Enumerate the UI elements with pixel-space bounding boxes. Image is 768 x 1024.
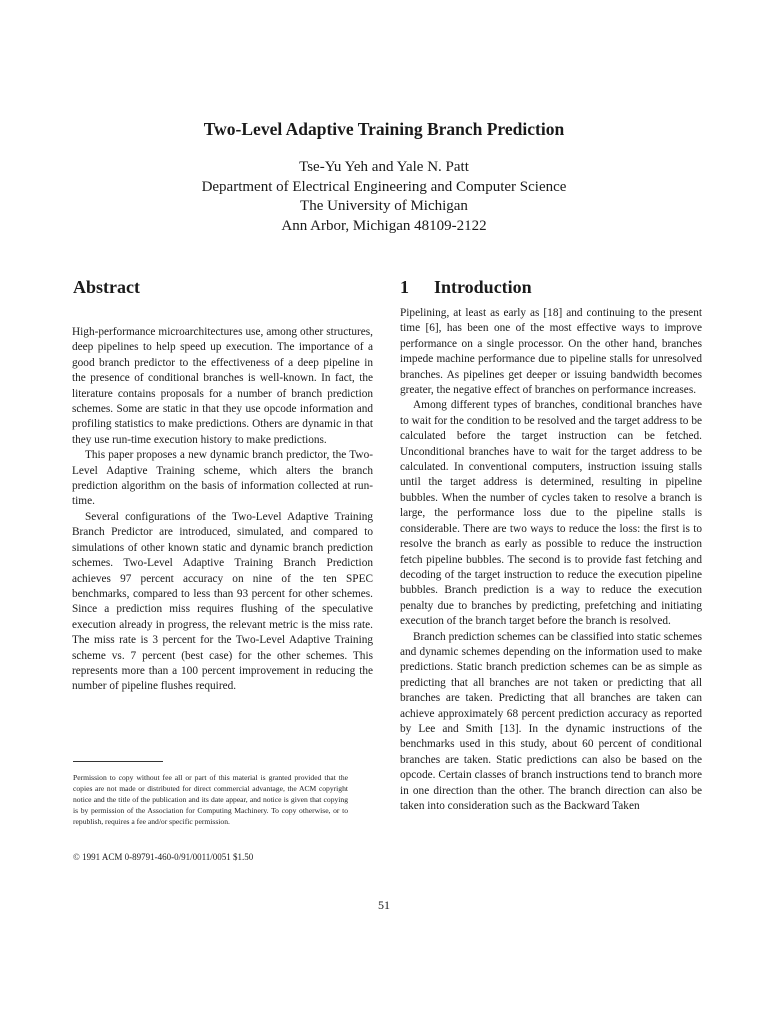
introduction-body <box>400 306 702 814</box>
author-block <box>0 158 768 236</box>
section-number: 1 <box>400 277 409 297</box>
abstract-paragraph: High-performance microarchitectures use, among other structures, deep pipelines to help speed up execution. The importance of a good branch predictor to the effectiveness of a deep pipeline in the presence of conditional branches is well-known. In fact, the literature contains proposals for a number of branch prediction schemes. Some are static in that they use opcode information and profiling statistics to make predictions. Others are dynamic in that they use run-time execution history to make predictions. <box>72 326 373 446</box>
department: Department of Electrical Engineering and Computer Science <box>201 178 567 195</box>
address: Ann Arbor, Michigan 48109-2122 <box>281 217 487 234</box>
abstract-body <box>72 325 373 695</box>
section-title: Introduction <box>434 277 532 297</box>
footnote-divider <box>73 761 163 762</box>
paper-title: Two-Level Adaptive Training Branch Prediction <box>203 119 565 139</box>
page-number: 51 <box>378 898 390 912</box>
introduction-paragraph: Pipelining, at least as early as [18] and continuing to the present time [6], has been one of the most effective ways to improve performance on a single processor. On the other hand, branches impede machine performance due to pipeline stalls for unresolved branches. As pipelines get deeper or issuing bandwidth becomes greater, the negative effect of branches on performance increases. <box>400 307 702 397</box>
permission-notice: Permission to copy without fee all or part of this material is granted provided that the copies are not made or distributed for direct commercial advantage, the ACM copyright notice and the title of the publication and its date appear, and notice is given that copying is by permission of the Association for Computing Machinery. To copy otherwise, or to republish, requires a fee and/or specific permission. <box>73 773 348 826</box>
introduction-heading <box>400 277 532 298</box>
university: The University of Michigan <box>300 198 468 215</box>
introduction-paragraph: Among different types of branches, conditional branches have to wait for the condition to be resolved and the target address to be calculated before the target instruction can be fetched. Unconditional branches have to wait for the target address to be calculated. In conventional computers, instruction issuing stalls until the target address is determined, resulting in pipeline bubbles. When the number of cycles taken to resolve a branch is large, the performance loss due to the pipeline stalls is considerable. There are two ways to reduce the loss: the first is to resolve the branch as early as possible to reduce the instruction fetch pipeline bubbles. The second is to provide fast fetching and decoding of the target instruction to reduce the execution pipeline bubbles. Branch prediction is a way to reduce the execution penalty due to branches by predicting, prefetching and initiating execution of the branch target before the branch is resolved. <box>400 399 702 628</box>
abstract-paragraph: This paper proposes a new dynamic branch predictor, the Two-Level Adaptive Training scheme, which alters the branch prediction algorithm on the basis of information collected at run-time. <box>72 449 373 508</box>
authors: Tse-Yu Yeh and Yale N. Patt <box>299 159 469 175</box>
abstract-heading: Abstract <box>73 277 140 297</box>
copyright-line: © 1991 ACM 0-89791-460-0/91/0011/0051 $1.50 <box>73 852 254 862</box>
introduction-paragraph: Branch prediction schemes can be classified into static schemes and dynamic schemes depending on the information used to make predictions. Static branch prediction schemes can be as simple as predicting that all branches are not taken or predicting that all branches are taken. Predicting that all branches are taken can achieve approximately 68 percent prediction accuracy as reported by Lee and Smith [13]. In the dynamic instructions of the benchmarks used in this study, about 60 percent of conditional branches are taken. Static predictions can also be based on the opcode. Certain classes of branch instructions tend to branch more in one direction than the other. The branch direction can also be taken into consideration such as the Backward Taken <box>400 630 702 812</box>
abstract-paragraph: Several configurations of the Two-Level Adaptive Training Branch Predictor are introduced, simulated, and compared to simulations of other known static and dynamic branch prediction schemes. Two-Level Adaptive Training Branch Prediction achieves 97 percent accuracy on nine of the ten SPEC benchmarks, compared to less than 93 percent for other schemes. Since a prediction miss requires flushing of the speculative execution already in progress, the relevant metric is the miss rate. The miss rate is 3 percent for the Two-Level Adaptive Training scheme vs. 7 percent (best case) for the other schemes. This represents more than a 100 percent improvement in reducing the number of pipeline flushes required. <box>72 510 373 693</box>
